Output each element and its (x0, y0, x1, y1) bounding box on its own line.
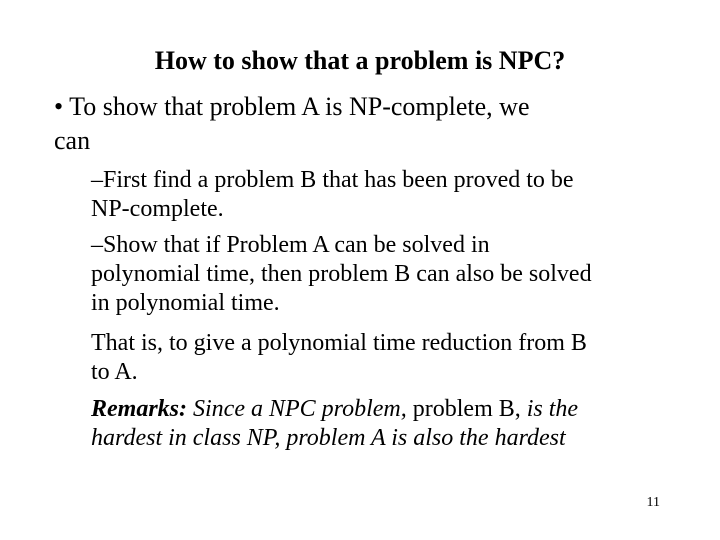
main-bullet-line-1: • To show that problem A is NP-complete, we (54, 92, 530, 121)
remarks (91, 395, 701, 453)
sub-point-first-line-2: NP-complete. (91, 196, 224, 222)
sub-point-second-line-2: polynomial time, then problem B can also be solved (91, 261, 592, 287)
remarks-text-c: is the (526, 396, 579, 422)
remarks-text-a: Since a NPC problem, (187, 396, 407, 422)
page-number: 11 (646, 495, 660, 510)
sub-point-first (91, 166, 701, 224)
sub-point-second-line-1: –Show that if Problem A can be solved in (91, 232, 490, 258)
remarks-label: Remarks: (91, 396, 187, 422)
sub-point-second-line-3: in polynomial time. (91, 290, 280, 316)
main-bullet (54, 90, 674, 158)
remarks-text-b: problem B, (406, 396, 527, 422)
remarks-line-1 (91, 395, 701, 424)
sub-point-that-is (91, 329, 701, 387)
main-bullet-line-2: can (54, 126, 91, 155)
sub-point-that-is-line-1: That is, to give a polynomial time reduction from B (91, 330, 587, 356)
sub-point-that-is-line-2: to A. (91, 359, 138, 385)
slide-title: How to show that a problem is NPC? (154, 46, 566, 75)
remarks-line-2: hardest in class NP, problem A is also the hardest (91, 425, 566, 451)
sub-point-second (91, 231, 701, 318)
sub-point-first-line-1: –First find a problem B that has been proved to be (91, 167, 574, 193)
